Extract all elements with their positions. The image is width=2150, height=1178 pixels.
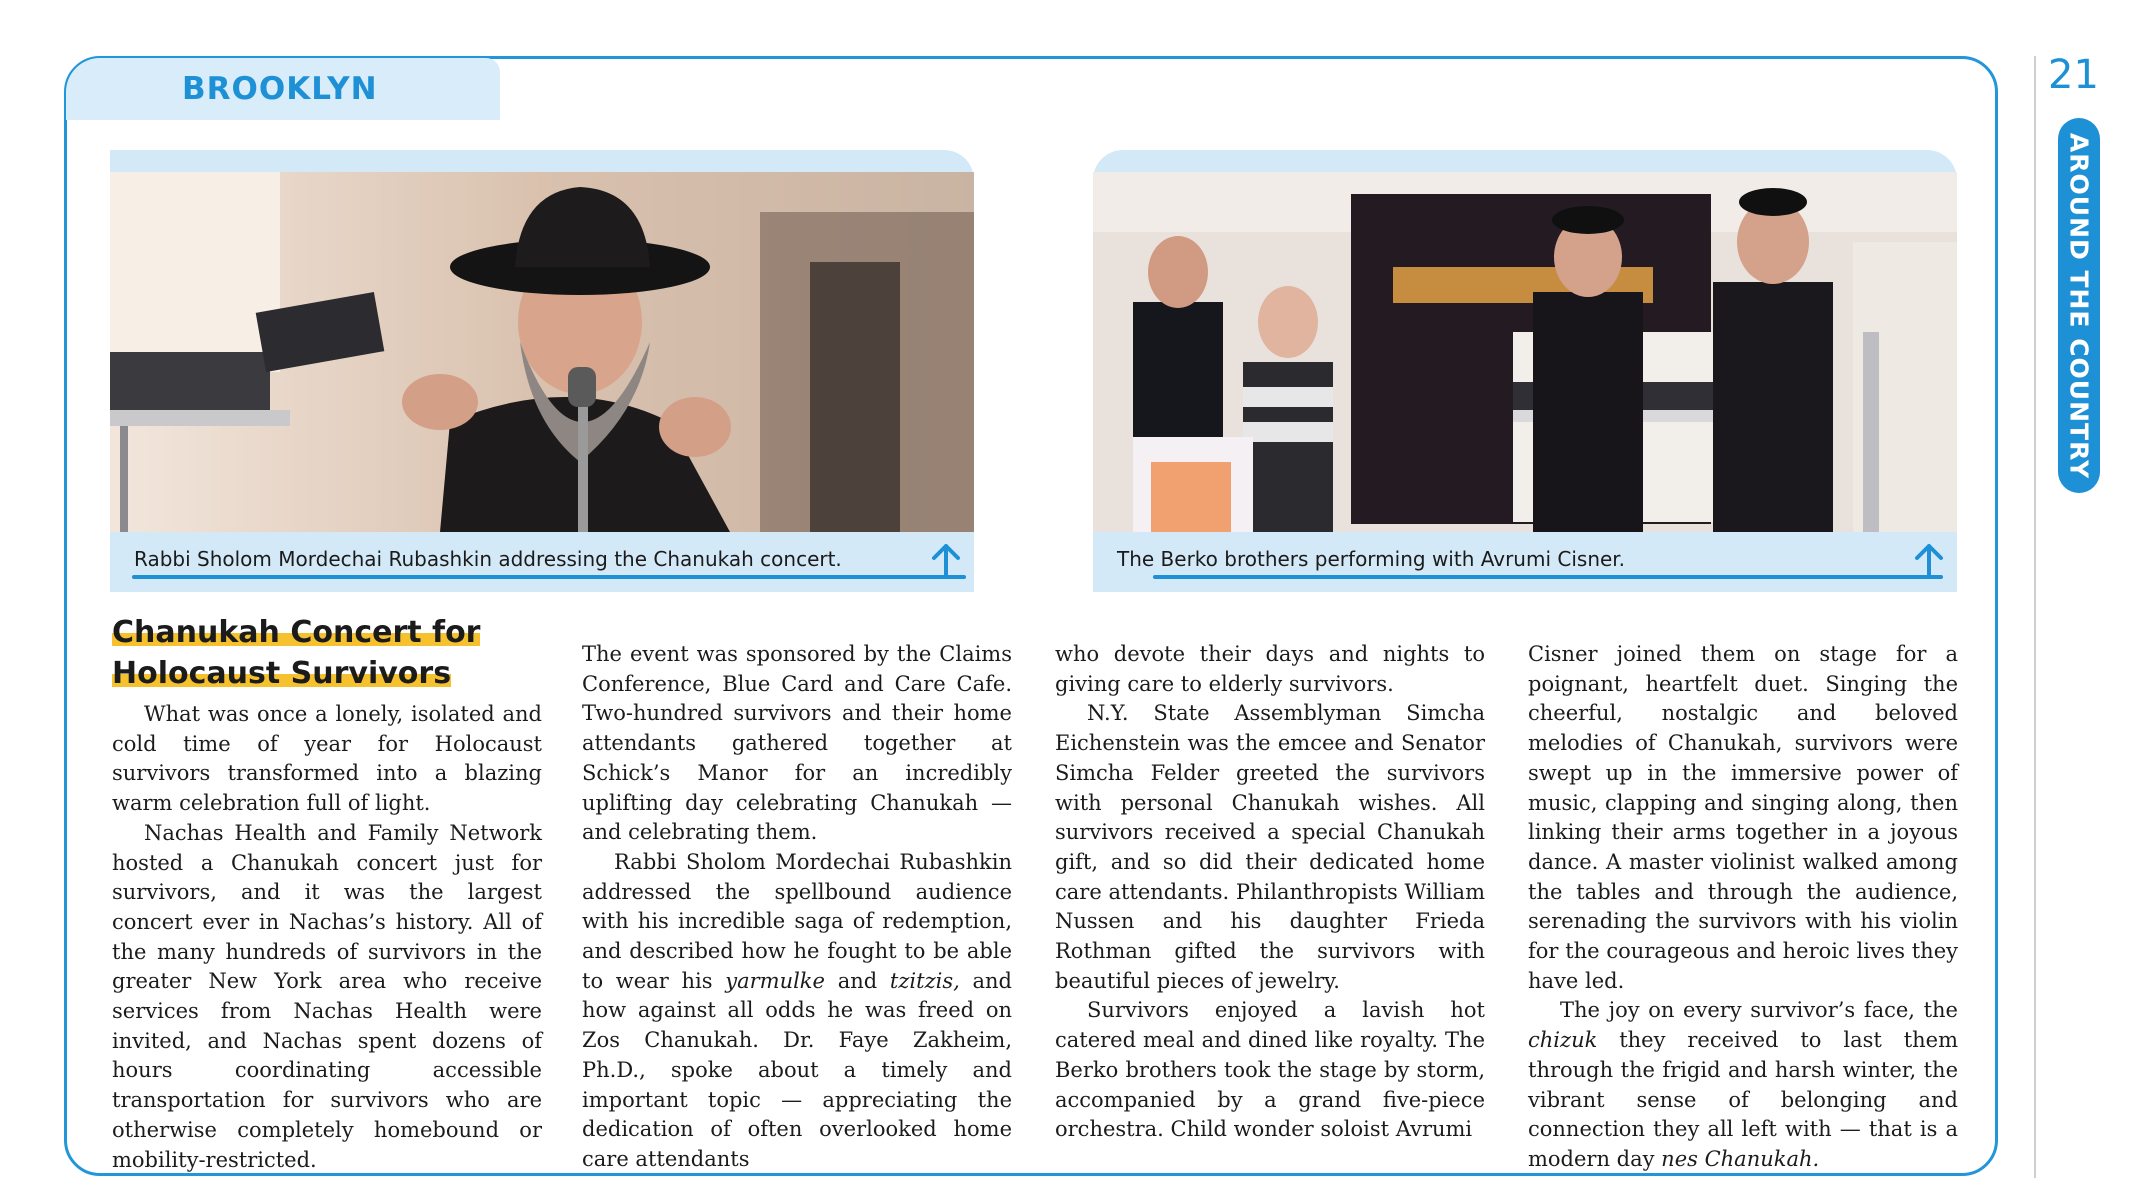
photo-card-1 [110, 150, 974, 592]
side-tab [2058, 118, 2100, 493]
headline-line-1: Chanukah Concert for [112, 615, 481, 650]
article-column-2 [582, 640, 1012, 1175]
paragraph: Nachas Health and Family Network hosted a Chanukah concert just for survivors, and it was the largest concert ever in Nachas’s history. All of the many hundreds of survivors in the greater New York area who receive services from Nachas Health were invited, and Nachas spent dozens of hours coordinating accessible transportation for survivors who are otherwise completely homebound or mobility-restricted. [112, 820, 542, 1172]
paragraph: Cisner joined them on stage for a poignant, heartfelt duet. Singing the cheerful, nostalgic and beloved melodies of Chanukah, survivors were swept up in the immersive power of music, clapping and singing along, then linking their arms together in a joyous dance. A master violinist walked among the tables and through the audience, serenading the survivors with his violin for the courageous and heroic lives they have led. [1528, 642, 1958, 993]
side-tab-label: AROUND THE COUNTRY [2064, 132, 2094, 479]
photo-berko-brothers [1093, 172, 1957, 532]
page-divider [2034, 56, 2036, 1178]
paragraph: N.Y. State Assemblyman Simcha Eichenstein was the emcee and Senator Simcha Felder greeted the survivors with personal Chanukah wishes. All survivors received a special Chanukah gift, and so did their dedicated home care attendants. Philanthropists William Nussen and his daughter Frieda Rothman gifted the survivors with beautiful pieces of jewelry. [1055, 701, 1485, 993]
paragraph: The event was sponsored by the Claims Conference, Blue Card and Care Cafe. Two-hundred survivors and their home attendants gathered together at Schick’s Manor for an incredibly uplifting day celebrating Chanukah — and celebrating them. [582, 642, 1012, 845]
article-headline [112, 612, 532, 694]
article-column-4 [1528, 640, 1958, 1175]
paragraph: who devote their days and nights to giving care to elderly survivors. [1055, 642, 1485, 696]
section-label: BROOKLYN [182, 71, 378, 107]
headline-line-2: Holocaust Survivors [112, 656, 452, 691]
caption-arrow-icon [1909, 540, 1949, 580]
section-tab [66, 58, 500, 120]
article-column-3 [1055, 640, 1485, 1145]
photo-caption-2: The Berko brothers performing with Avrumi Cisner. [1117, 547, 1626, 571]
article-column-1 [112, 700, 542, 1175]
paragraph: Rabbi Sholom Mordechai Rubashkin addressed the spellbound audience with his incredible saga of redemption, and described how he fought to be able to wear his yarmulke and tzitzis, and how against all odds he was freed on Zos Chanukah. Dr. Faye Zakheim, Ph.D., spoke about a timely and important topic — appreciating the dedication of often overlooked home care attendants [582, 849, 1013, 1171]
caption-arrow-icon [926, 540, 966, 580]
caption-underline-1 [132, 575, 966, 579]
photo-card-2 [1093, 150, 1957, 592]
photo-caption-1: Rabbi Sholom Mordechai Rubashkin addressing the Chanukah concert. [134, 547, 842, 571]
photo-rubashkin [110, 172, 974, 532]
paragraph: The joy on every survivor’s face, the chizuk they received to last them through the frigid and harsh winter, the vibrant sense of belonging and connection they all left with — that is a modern day nes Chanukah. [1528, 998, 1958, 1171]
page-number: 21 [2048, 52, 2099, 98]
paragraph: What was once a lonely, isolated and cold time of year for Holocaust survivors transformed into a blazing warm celebration full of light. [112, 702, 542, 816]
caption-underline-2 [1153, 575, 1943, 579]
paragraph: Survivors enjoyed a lavish hot catered meal and dined like royalty. The Berko brothers took the stage by storm, accompanied by a grand five-piece orchestra. Child wonder soloist Avrumi [1055, 998, 1485, 1142]
